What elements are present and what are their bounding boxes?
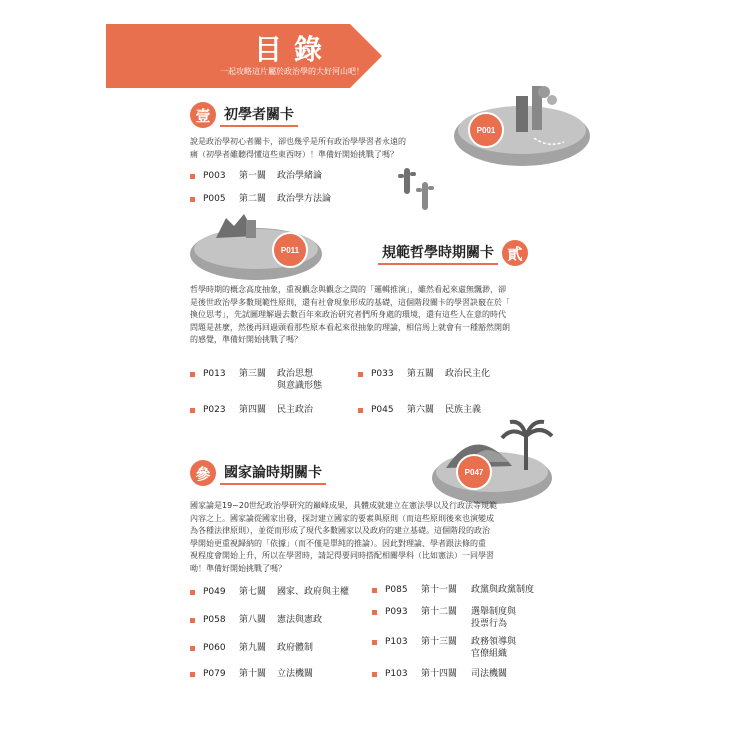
lesson-topic: 政治民主化 xyxy=(445,369,491,379)
bullet-icon xyxy=(358,408,363,413)
lesson-number: 第十二關 xyxy=(421,607,458,617)
bullet-icon xyxy=(190,408,195,413)
toc-item[interactable] xyxy=(358,368,490,380)
title-banner xyxy=(106,24,382,88)
toc-item[interactable] xyxy=(190,586,349,598)
bullet-icon xyxy=(190,646,195,651)
page-number: P060 xyxy=(203,643,226,653)
lesson-topic: 政治思想 與意識形態 xyxy=(277,369,323,391)
lesson-number: 第六關 xyxy=(407,405,435,415)
toc-item[interactable] xyxy=(190,368,322,392)
page-title: 目錄 xyxy=(253,33,334,66)
toc-item[interactable] xyxy=(372,606,516,630)
page-number: P093 xyxy=(385,607,408,617)
section-1-header xyxy=(190,102,298,128)
section-3-island-illustration xyxy=(428,414,562,510)
bullet-icon xyxy=(190,590,195,595)
lesson-number: 第八關 xyxy=(239,615,267,625)
bullet-icon xyxy=(190,197,195,202)
toc-item[interactable] xyxy=(190,668,313,680)
cactus-illustration xyxy=(396,160,442,214)
lesson-number: 第一關 xyxy=(239,171,267,181)
page-number: P085 xyxy=(385,585,408,595)
section-2-intro: 哲學時期的概念高度抽象，重視觀念與觀念之間的「邏輯推演」，雖然看起來虛無飄渺，卻 是後世政治學多數規範性原則，還有社會現象形成的基礎，這個階段關卡的學習訣竅在於「 換位思考」，先試圖理解過去數百年來政治研究者們所身處的環境，還有這些人在意的時代 問題是甚麼，然後再回過頭看那些原本看起來很抽象的理論，相信馬上就會有一種豁然開朗 的感覺，準備好開始挑戰了嗎？ xyxy=(190,285,510,345)
lesson-topic: 政務領導與 官僚組織 xyxy=(471,637,517,659)
bullet-icon xyxy=(372,640,377,645)
bullet-icon xyxy=(190,372,195,377)
cactus-icon xyxy=(404,168,410,194)
lesson-number: 第十三關 xyxy=(421,637,458,647)
page-number: P033 xyxy=(371,369,394,379)
lesson-topic: 民族主義 xyxy=(445,405,482,415)
lesson-topic: 民主政治 xyxy=(277,405,314,415)
lesson-number: 第七關 xyxy=(239,587,267,597)
bullet-icon xyxy=(190,672,195,677)
page-number: P003 xyxy=(203,171,226,181)
bullet-icon xyxy=(372,672,377,677)
section-2-header xyxy=(378,240,528,266)
section-3-title[interactable]: 國家論時期關卡 xyxy=(220,462,326,485)
page-number: P023 xyxy=(203,405,226,415)
lesson-topic: 立法機關 xyxy=(277,669,314,679)
bullet-icon xyxy=(358,372,363,377)
section-2-badge: P011 xyxy=(280,246,300,255)
section-1-island-illustration xyxy=(444,78,594,178)
lesson-topic: 政府體制 xyxy=(277,643,314,653)
section-1-intro: 說是政治學初心者關卡，卻也幾乎是所有政治學學習者永遠的 痛（初學者雖聽得懂這些東西呀）！準備好開始挑戰了嗎？ xyxy=(190,137,406,159)
toc-item[interactable] xyxy=(372,636,516,660)
section-1-number: 壹 xyxy=(190,102,216,128)
lesson-number: 第三關 xyxy=(239,369,267,379)
page-number: P049 xyxy=(203,587,226,597)
section-3-header xyxy=(190,460,326,486)
tower-icon xyxy=(516,96,528,132)
lesson-topic: 國家、政府與主權 xyxy=(277,587,350,597)
section-3-badge: P047 xyxy=(464,468,484,477)
palm-tree-icon xyxy=(524,434,528,470)
section-3-intro: 國家論是19~20世紀政治學研究的巔峰成果，具體成就建立在憲法學以及行政法等規範 內容之上。國家論從國家出發，探討建立國家的要素與原則（而這些原則後來也演變成 為各種法律原則），並從而形成了現代多數國家以及政府的建立基礎。這個階段的政治 學開始更重視歸納的「依據」（而不僅是單純的推論）。因此對理論、學者跟法條的重 視程度會開始上升，所以在學習時，請記得要同時搭配相關學科（比如憲法）一同學習 呦！準備好開始挑戰了嗎？ xyxy=(190,501,498,573)
lesson-topic: 選舉制度與 投票行為 xyxy=(471,607,517,629)
lesson-topic: 政黨與政黨制度 xyxy=(471,585,535,595)
toc-item[interactable] xyxy=(372,668,507,680)
toc-item[interactable] xyxy=(190,170,322,182)
section-2-number: 貳 xyxy=(502,240,528,266)
lesson-number: 第十一關 xyxy=(421,585,458,595)
section-1-badge: P001 xyxy=(476,126,496,135)
lesson-topic: 政治學方法論 xyxy=(277,194,332,204)
section-1-title[interactable]: 初學者關卡 xyxy=(220,104,298,127)
page-number: P058 xyxy=(203,615,226,625)
toc-item[interactable] xyxy=(190,193,331,205)
bullet-icon xyxy=(372,588,377,593)
lesson-topic: 憲法與憲政 xyxy=(277,615,323,625)
lesson-number: 第十四關 xyxy=(421,669,458,679)
page-subtitle: 一起攻略這片屬於政治學的大好河山吧！ xyxy=(220,67,364,76)
section-3-number: 參 xyxy=(190,460,216,486)
toc-item[interactable] xyxy=(372,584,534,596)
page-number: P005 xyxy=(203,194,226,204)
lesson-number: 第五關 xyxy=(407,369,435,379)
bullet-icon xyxy=(372,610,377,615)
bullet-icon xyxy=(190,618,195,623)
lesson-number: 第九關 xyxy=(239,643,267,653)
page-number: P103 xyxy=(385,637,408,647)
section-2-title[interactable]: 規範哲學時期關卡 xyxy=(378,242,498,265)
lesson-topic: 司法機關 xyxy=(471,669,508,679)
bullet-icon xyxy=(190,174,195,179)
lesson-number: 第四關 xyxy=(239,405,267,415)
lesson-number: 第二關 xyxy=(239,194,267,204)
page-number: P079 xyxy=(203,669,226,679)
toc-item[interactable] xyxy=(190,642,313,654)
toc-item[interactable] xyxy=(190,614,322,626)
lesson-number: 第十關 xyxy=(239,669,267,679)
section-2-island-illustration xyxy=(186,208,336,284)
page-number: P103 xyxy=(385,669,408,679)
page-number: P045 xyxy=(371,405,394,415)
page-number: P013 xyxy=(203,369,226,379)
lesson-topic: 政治學緒論 xyxy=(277,171,323,181)
toc-item[interactable] xyxy=(190,404,313,416)
